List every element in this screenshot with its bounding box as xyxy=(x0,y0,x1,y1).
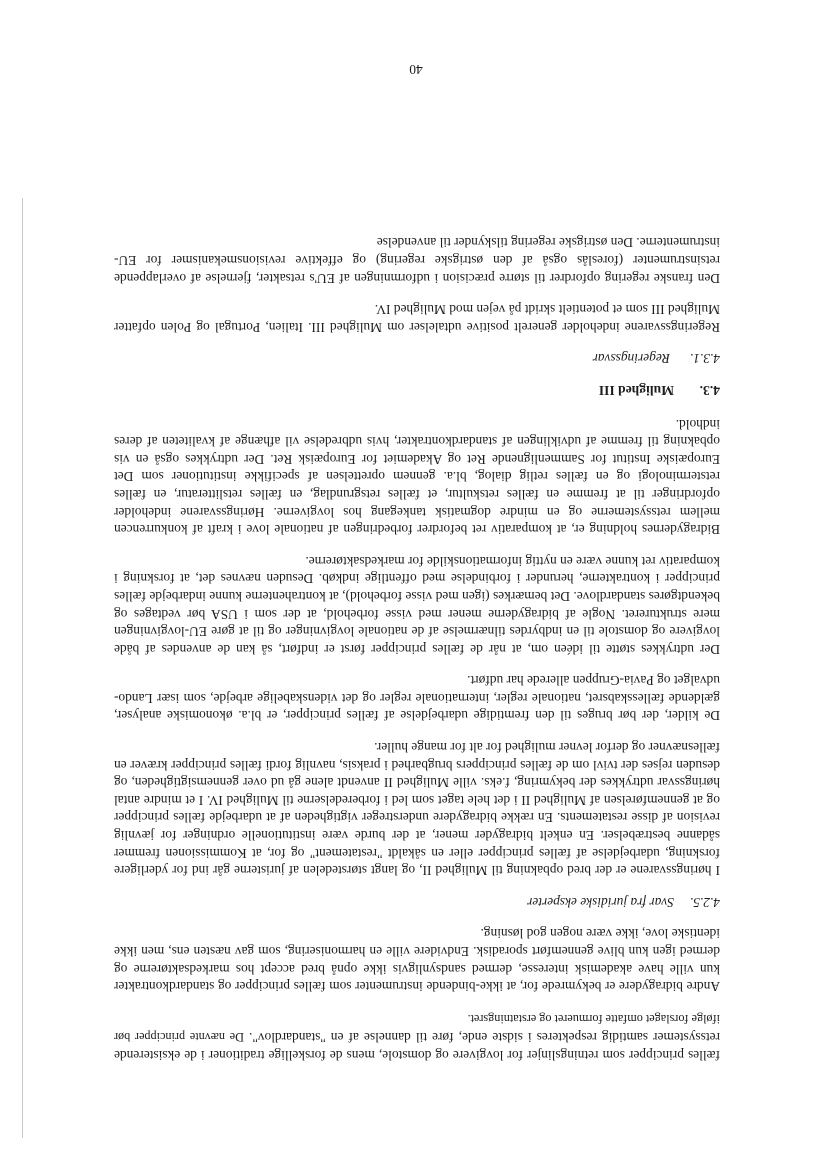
section-number: 4.3.1. xyxy=(689,351,720,367)
paragraph-intro-text: fælles principper som retningslinjer for lovgivere og domstole, mens de forskellige traditioner i de eksisterende retssystemer samtidig respekteres i sidste ende, føre til dannelse af en "standardlov". xyxy=(114,1030,720,1063)
section-number: 4.2.5. xyxy=(689,894,720,910)
page-number: 40 xyxy=(409,62,423,77)
section-title: Svar fra juridiske eksperter xyxy=(527,894,674,910)
paragraph-french-government: Den franske regering opfordrer til større præcision i udformningen af EU's retsakter, fjernelse af overlappende retsinstrumenter (foreslås også af den østrigske regering) og effektive revisionsmekanismer for EU-instrumenterne. Den østrigske regering tilskynder til anvendelse xyxy=(114,235,720,286)
paragraph-concerns: Andre bidragydere er bekymrede for, at ikke-bindende instrumenter som fælles principper og standardkontrakter kun ville have akademisk interesse, dermed sandsynligvis ikke opnå bred accept hos markedsaktørerne og dermed igen kun blive gennemført sporadisk. Endvidere ville en harmonisering, som gav næsten ens, men ikke identiske love, ikke være nogen god løsning. xyxy=(114,926,720,995)
section-title: Mulighed III xyxy=(598,383,674,398)
footnote-text: De nævnte principper bør ifølge forslaget omfatte formueret og erstatningsret. xyxy=(114,1011,720,1045)
section-heading-4-3-1 xyxy=(114,350,720,368)
section-title: Regeringssvar xyxy=(592,351,670,367)
paragraph-comparative-law: Bidragydernes holdning er, at komparativ ret befordrer forbedringen af nationale love i kraft af konkurrencen mellem retssystemerne og en mindre dogmatisk tankegang hos lovgiverne. Høringssvarene indeholder opfordringer til at fremme en fælles retskultur, et fælles retsgrundlag, en fælles retslitteratur, en fælles retsterminologi og en fælles retlig dialog, bl.a. gennem oprettelsen af specifikke institutioner som Det Europæiske Institut for Sammenlignende Ret og Akademiet for Europæisk Ret. Der udtrykkes også en vis opbakning til fremme af udviklingen af standardkontrakter, hvis udbredelse vil afhænge af kvaliteten af deres indhold. xyxy=(114,416,720,538)
paragraph-government-replies: Regeringssvarene indeholder generelt positive udtalelser om Mulighed III. Italien, Portugal og Polen opfatter Mulighed III som et potentielt skridt på vejen mod Mulighed IV. xyxy=(114,302,720,335)
paragraph-support: Der udtrykkes støtte til idéen om, at når de fælles principper først er indført, så kan de anvendes af både lovgivere og domstole til en indbyrdes tilnærmelse af de nationale lovgivninger og til at gøre EU-lovgivningen mere struktureret. Nogle af bidragyderne mener med visse forbehold, at der som i USA bør vedtages og bekendtgøres standardlove. Det bemærkes (igen med visse forbehold), at kontrahenterne kunne indarbejde fælles principper i kontrakterne, herunder i forbindelse med offentlige indkøb. Desuden nævnes det, at forskning i komparativ ret kunne være en nyttig informationskilde for markedsaktørerne. xyxy=(114,553,720,657)
section-heading-4-3 xyxy=(114,381,720,399)
scan-edge-line xyxy=(22,198,23,1138)
paragraph-intro xyxy=(114,1009,720,1064)
paragraph-sources: De kilder, der bør bruges til den fremtidige udarbejdelse af fælles principper, er bl.a. økonomiske analyser, gældende fællesskabsret, nationale regler, internationale regler og det videnskabelige arbejde, som især Lando-udvalget og Pavia-Gruppen allerede har udført. xyxy=(114,673,720,724)
paragraph-legal-experts: I høringssvarene er der bred opbakning til Mulighed II, og langt størstedelen af juristerne går ind for yderligere forskning, udarbejdelse af fælles principper eller en såkaldt "restatement" og for, at Kommissionen fremmer sådanne bestræbelser. En enkelt bidragyder mener, at der burde være institutionelle ordninger for jævnlig revision af disse restatements. En række bidragydere understreger vigtigheden af at udarbejde fælles principper og at gennemførelsen af Mulighed II i det hele taget som led i forberedelserne til Mulighed IV. I et mindre antal høringssvar udtrykkes der bekymring, f.eks. ville Mulighed II anvendt alene gå ud over gennemsigtigheden, og desuden rejses der tvivl om de fælles princippers brugbarhed i praksis, navnlig fordi fælles principper kræver en fællesnævner og derfor levner mulighed for alt for mange huller. xyxy=(114,740,720,879)
section-heading-4-2-5 xyxy=(114,893,720,911)
section-number: 4.3. xyxy=(699,383,720,398)
page-body xyxy=(114,220,720,1064)
